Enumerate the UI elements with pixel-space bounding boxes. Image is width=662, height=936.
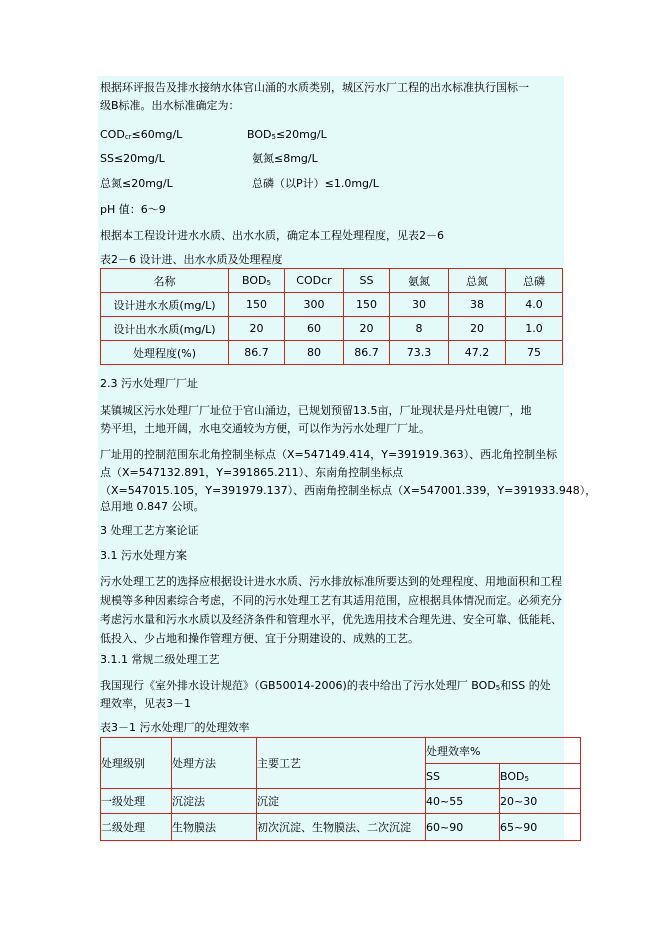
section-2-3-heading: 2.3 污水处理厂厂址 bbox=[100, 377, 198, 390]
table-cell: 20 bbox=[449, 317, 506, 341]
table-cell: 40~55 bbox=[426, 789, 500, 814]
table-cell: 38 bbox=[449, 293, 506, 317]
table-cell: 300 bbox=[285, 293, 344, 317]
header-cell: 处理级别 bbox=[101, 738, 172, 789]
table-row bbox=[101, 293, 563, 317]
table-cell: 生物膜法 bbox=[172, 814, 257, 841]
process-paragraph: 污水处理工艺的选择应根据设计进水水质、污水排放标准所要达到的处理程度、用地面积和工程规模等多种因素综合考虑，不同的污水处理工艺有其适用范围，应根据具体情况而定。必须充分考虑污水量和污水水质以及经济条件和管理水平，优先选用技术合理先进、安全可靠、低能耗、低投入、少占地和操作管理方便、宜于分期建设的、成熟的工艺。 bbox=[100, 575, 562, 645]
std-ss: SS≤20mg/L bbox=[100, 152, 165, 165]
table-header-row bbox=[101, 269, 563, 293]
table-cell: 设计出水水质(mg/L) bbox=[101, 317, 229, 341]
table-cell: 二级处理 bbox=[101, 814, 172, 841]
table-cell: 1.0 bbox=[506, 317, 563, 341]
table-cell: 80 bbox=[285, 341, 344, 365]
site-line-1: 某镇城区污水处理厂厂址位于官山涌边，已规划预留13.5亩，厂址现状是丹灶电镀厂，地 bbox=[100, 404, 532, 417]
table-cell: 60 bbox=[285, 317, 344, 341]
std-ph: pH 值：6～9 bbox=[100, 203, 166, 216]
table-row bbox=[101, 341, 563, 365]
intro-line-1: 根据环评报告及排水接纳水体官山涌的水质类别，城区污水厂工程的出水标准执行国标一 bbox=[100, 81, 529, 94]
std-tp: 总磷（以P计）≤1.0mg/L bbox=[252, 177, 379, 190]
table-cell: 86.7 bbox=[229, 341, 285, 365]
header-cell: 氨氮 bbox=[390, 269, 449, 293]
table-cell: 4.0 bbox=[506, 293, 563, 317]
coord-line-3: （X=547015.105，Y=391979.137）、西南角控制坐标点（X=547001.339，Y=391933.948）， bbox=[100, 484, 597, 497]
table-cell: 一级处理 bbox=[101, 789, 172, 814]
table-cell: 20 bbox=[344, 317, 390, 341]
section-3-1-heading: 3.1 污水处理方案 bbox=[100, 549, 187, 562]
standard-para-line-1: 我国现行《室外排水设计规范》（GB50014-2006)的表中给出了污水处理厂 $BOD_5$和SS 的处 bbox=[100, 679, 551, 692]
efficiency-table bbox=[100, 737, 581, 841]
table-cell: 60~90 bbox=[426, 814, 500, 841]
table-cell: 73.3 bbox=[390, 341, 449, 365]
std-nh3: 氨氮≤8mg/L bbox=[252, 152, 318, 165]
intro-line-2: 级B标准。出水标准确定为： bbox=[100, 99, 240, 112]
header-cell: 名称 bbox=[101, 269, 229, 293]
table-row bbox=[101, 317, 563, 341]
header-cell: SS bbox=[344, 269, 390, 293]
table-cell: 初次沉淀、生物膜法、二次沉淀 bbox=[257, 814, 426, 841]
table-cell: 沉淀法 bbox=[172, 789, 257, 814]
table-cell: 20 bbox=[229, 317, 285, 341]
table-cell: 150 bbox=[344, 293, 390, 317]
table-cell: 65~90 bbox=[500, 814, 581, 841]
para-quality: 根据本工程设计进水水质、出水水质，确定本工程处理程度，见表2－6 bbox=[100, 229, 444, 242]
std-tn: 总氮≤20mg/L bbox=[100, 177, 173, 190]
header-cell: 总氮 bbox=[449, 269, 506, 293]
standard-para-line-2: 理效率，见表3－1 bbox=[100, 697, 191, 710]
header-cell: SS bbox=[426, 764, 500, 789]
header-cell: 主要工艺 bbox=[257, 738, 426, 789]
table31-caption: 表3－1 污水处理厂的处理效率 bbox=[100, 721, 250, 734]
coord-line-1: 厂址用的控制范围东北角控制坐标点（X=547149.414，Y=391919.363）、西北角控制坐标 bbox=[100, 448, 558, 461]
header-cell: $BOD_5$ bbox=[229, 269, 285, 293]
table-row bbox=[101, 789, 581, 814]
table-cell: 设计进水水质(mg/L) bbox=[101, 293, 229, 317]
table-cell: 8 bbox=[390, 317, 449, 341]
table-cell: 150 bbox=[229, 293, 285, 317]
header-cell: CODcr bbox=[285, 269, 344, 293]
header-cell: 处理方法 bbox=[172, 738, 257, 789]
table-header-row bbox=[101, 738, 581, 764]
std-bod: $BOD_5\le 20mg/L$ bbox=[247, 128, 327, 141]
table-cell: 47.2 bbox=[449, 341, 506, 365]
water-quality-table bbox=[100, 268, 563, 365]
coord-line-4: 总用地 0.847 公顷。 bbox=[100, 500, 205, 513]
table-cell: 处理程度(%) bbox=[101, 341, 229, 365]
table-cell: 20~30 bbox=[500, 789, 581, 814]
site-line-2: 势平坦，土地开阔，水电交通较为方便，可以作为污水处理厂厂址。 bbox=[100, 422, 430, 435]
header-cell: 处理效率% bbox=[426, 738, 581, 764]
header-cell: 总磷 bbox=[506, 269, 563, 293]
coord-line-2: 点（X=547132.891，Y=391865.211）、东南角控制坐标点 bbox=[100, 466, 404, 479]
table-cell: 30 bbox=[390, 293, 449, 317]
section-3-1-1-heading: 3.1.1 常规二级处理工艺 bbox=[100, 653, 220, 666]
table26-caption: 表2－6 设计进、出水水质及处理程度 bbox=[100, 253, 283, 266]
header-cell: $BOD_5$ bbox=[500, 764, 581, 789]
table-cell: 86.7 bbox=[344, 341, 390, 365]
std-cod: $COD_{cr}\le 60mg/L$ bbox=[100, 128, 183, 141]
table-cell: 沉淀 bbox=[257, 789, 426, 814]
table-row bbox=[101, 814, 581, 841]
table-cell: 75 bbox=[506, 341, 563, 365]
section-3-heading: 3 处理工艺方案论证 bbox=[100, 524, 199, 537]
